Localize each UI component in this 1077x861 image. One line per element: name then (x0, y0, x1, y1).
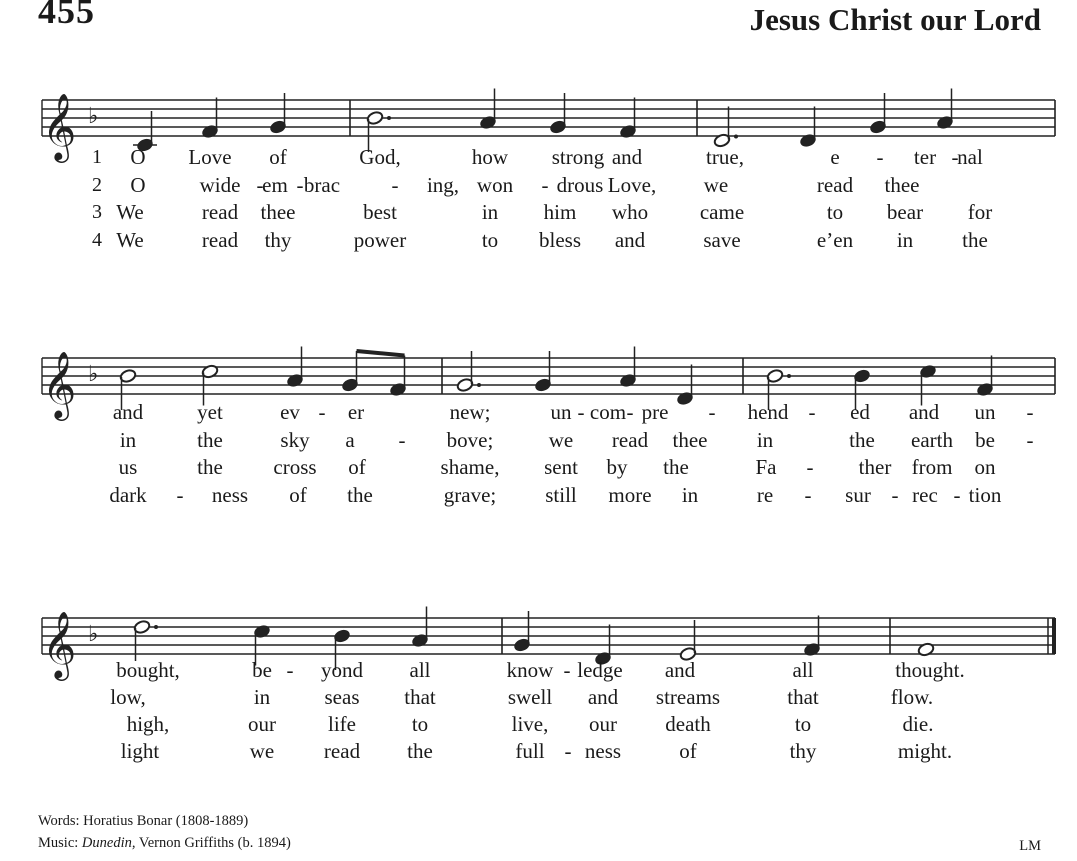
lyric-syllable: swell (507, 685, 553, 709)
music-credit (38, 832, 291, 854)
lyric-syllable: the (663, 455, 689, 479)
lyric-syllable: by (606, 455, 628, 479)
lyric-line-verse-1 (0, 144, 1077, 170)
lyric-syllable: er (347, 400, 365, 424)
note (679, 620, 697, 662)
lyric-syllable: em (262, 173, 288, 197)
lyric-syllable: grave; (443, 483, 497, 507)
lyric-line-verse-2 (0, 427, 1077, 453)
eighth-beam (357, 351, 405, 356)
lyric-syllable: of (679, 739, 697, 763)
lyric-syllable: yond (321, 658, 363, 682)
lyric-syllable: re (756, 483, 774, 507)
note-dot (734, 135, 738, 139)
lyric-syllable: streams (655, 685, 721, 709)
note (341, 351, 359, 393)
lyric-syllable: die. (902, 712, 934, 736)
lyric-syllable: us (118, 455, 138, 479)
lyric-syllable: hend (747, 400, 789, 424)
lyric-syllable: Fa (755, 455, 777, 479)
lyric-syllable: in (253, 685, 271, 709)
lyric-syllable: e (830, 145, 840, 169)
lyric-syllable: read (201, 200, 239, 224)
lyric-syllable: best (363, 200, 397, 224)
hyphen: - (296, 173, 304, 197)
lyric-syllable: full (515, 739, 545, 763)
lyric-line-verse-3 (0, 454, 1077, 480)
notehead (917, 642, 935, 657)
lyric-syllable: who (611, 200, 649, 224)
words-label: Words: (38, 813, 80, 829)
lyric-syllable: that (787, 685, 819, 709)
lyric-line-verse-4 (0, 482, 1077, 508)
lyric-syllable: of (289, 483, 307, 507)
lyric-syllable: in (756, 428, 774, 452)
lyric-syllable: our (589, 712, 617, 736)
lyric-syllable: ing, (426, 173, 460, 197)
lyric-syllable: sur (845, 483, 871, 507)
lyric-line-verse-3 (0, 199, 1077, 225)
note (917, 642, 935, 657)
hyphen: - (541, 173, 549, 197)
lyric-syllable: bless (539, 228, 581, 252)
lyric-syllable: to (481, 228, 499, 252)
note (549, 93, 567, 135)
lyric-syllable: thee (672, 428, 708, 452)
hyphen: - (256, 173, 264, 197)
lyric-line-verse-4 (0, 227, 1077, 253)
music-composer: Vernon Griffiths (b. 1894) (138, 835, 291, 851)
treble-clef-icon: 𝄞 (42, 92, 77, 160)
lyric-syllable: bove; (446, 428, 494, 452)
lyric-syllable: read (323, 739, 361, 763)
lyric-syllable: death (665, 712, 711, 736)
lyric-syllable: live, (511, 712, 549, 736)
hyphen: - (626, 400, 634, 424)
lyric-syllable: on (974, 455, 996, 479)
lyric-syllable: read (201, 228, 239, 252)
hyphen: - (176, 483, 184, 507)
lyric-syllable: how (471, 145, 509, 169)
music-label: Music: (38, 835, 79, 851)
lyric-syllable: new; (449, 400, 491, 424)
lyric-syllable: came (699, 200, 745, 224)
lyric-syllable: in (119, 428, 137, 452)
lyric-syllable: and (614, 228, 646, 252)
lyric-syllable: read (816, 173, 854, 197)
lyric-syllable: ness (584, 739, 622, 763)
lyric-syllable: in (481, 200, 499, 224)
lyric-syllable: un (974, 400, 996, 424)
lyric-line-verse-4 (0, 738, 1077, 764)
lyric-syllable: true, (706, 145, 744, 169)
note-dot (387, 116, 391, 120)
treble-clef-icon: 𝄞 (42, 610, 77, 678)
note (534, 351, 552, 393)
lyric-syllable: know (506, 658, 554, 682)
lyric-syllable: more (608, 483, 652, 507)
hyphen: - (806, 455, 814, 479)
note (269, 93, 287, 135)
lyric-syllable: him (543, 200, 577, 224)
lyric-syllable: flow. (890, 685, 934, 709)
verse-number: 1 (92, 146, 102, 168)
lyric-syllable: wide (199, 173, 241, 197)
hymn-title: Jesus Christ our Lord (749, 2, 1041, 37)
lyric-syllable: and (611, 145, 643, 169)
tune-name: Dunedin, (81, 835, 136, 851)
lyric-syllable: e’en (816, 228, 854, 252)
lyric-syllable: thee (884, 173, 920, 197)
lyric-syllable: of (348, 455, 366, 479)
lyric-syllable: thy (264, 228, 292, 252)
hyphen: - (951, 145, 959, 169)
lyric-syllable: we (703, 173, 729, 197)
hyphen: - (398, 428, 406, 452)
lyric-syllable: all (792, 658, 814, 682)
lyric-syllable: save (703, 228, 741, 252)
lyric-syllable: We (116, 200, 144, 224)
verse-number: 4 (92, 229, 102, 251)
flat-key-signature-icon: ♭ (88, 362, 99, 387)
lyric-syllable: power (353, 228, 407, 252)
lyric-syllable: ther (858, 455, 892, 479)
lyric-syllable: drous (556, 173, 604, 197)
note (869, 93, 887, 135)
lyric-syllable: cross (273, 455, 317, 479)
verse-number: 2 (92, 174, 102, 196)
lyric-syllable: ter (913, 145, 937, 169)
lyric-syllable: yet (197, 400, 223, 424)
lyric-syllable: sent (544, 455, 578, 479)
lyric-syllable: the (407, 739, 433, 763)
lyric-syllable: to (794, 712, 812, 736)
lyric-syllable: Love (188, 145, 232, 169)
lyric-line-verse-2 (0, 172, 1077, 198)
lyric-syllable: still (545, 483, 577, 507)
note (133, 619, 158, 661)
note-dot (477, 383, 481, 387)
lyric-syllable: brac (303, 173, 341, 197)
lyric-syllable: God, (359, 145, 401, 169)
lyric-syllable: nal (957, 145, 983, 169)
lyric-syllable: and (664, 658, 696, 682)
meter-label: LM (1019, 838, 1041, 854)
lyric-syllable: seas (324, 685, 360, 709)
lyric-syllable: light (120, 739, 160, 763)
lyric-syllable: that (404, 685, 436, 709)
lyric-syllable: pre (641, 400, 669, 424)
lyric-syllable: ed (850, 400, 870, 424)
lyric-syllable: all (409, 658, 431, 682)
hyphen: - (1026, 428, 1034, 452)
note (513, 611, 531, 653)
lyric-syllable: won (476, 173, 514, 197)
lyric-syllable: to (411, 712, 429, 736)
hyphen: - (577, 400, 585, 424)
verse-number: 3 (92, 201, 102, 223)
hyphen: - (1026, 400, 1034, 424)
lyric-syllable: in (681, 483, 699, 507)
flat-key-signature-icon: ♭ (88, 622, 99, 647)
hyphen: - (876, 145, 884, 169)
lyric-syllable: un (550, 400, 572, 424)
lyric-syllable: ev (280, 400, 300, 424)
lyric-syllable: from (911, 455, 953, 479)
lyric-syllable: thy (789, 739, 817, 763)
lyric-syllable: the (849, 428, 875, 452)
lyric-syllable: Love, (607, 173, 657, 197)
lyric-syllable: ness (211, 483, 249, 507)
lyric-syllable: our (248, 712, 276, 736)
treble-clef-icon: 𝄞 (42, 350, 77, 418)
lyric-line-verse-1 (0, 399, 1077, 425)
hyphen: - (286, 658, 294, 682)
lyric-syllable: dark (109, 483, 147, 507)
lyric-syllable: tion (968, 483, 1002, 507)
lyric-syllable: read (611, 428, 649, 452)
lyric-line-verse-1 (0, 657, 1077, 683)
lyric-syllable: for (967, 200, 993, 224)
lyric-line-verse-3 (0, 711, 1077, 737)
lyric-syllable: we (249, 739, 275, 763)
lyric-syllable: ledge (577, 658, 623, 682)
credits (38, 810, 291, 854)
note (456, 351, 481, 393)
hyphen: - (318, 400, 326, 424)
lyric-syllable: strong (551, 145, 605, 169)
lyric-syllable: and (112, 400, 144, 424)
lyric-syllable: O (130, 145, 146, 169)
lyric-syllable: might. (897, 739, 953, 763)
words-credit (38, 810, 291, 832)
lyric-syllable: bought, (116, 658, 180, 682)
lyric-syllable: the (962, 228, 988, 252)
lyric-syllable: low, (110, 685, 146, 709)
lyric-syllable: the (197, 455, 223, 479)
lyric-syllable: the (347, 483, 373, 507)
lyric-syllable: a (345, 428, 355, 452)
lyric-syllable: O (130, 173, 146, 197)
hyphen: - (563, 658, 571, 682)
lyric-syllable: be (975, 428, 995, 452)
hyphen: - (808, 400, 816, 424)
lyric-syllable: high, (126, 712, 170, 736)
lyric-syllable: thought. (895, 658, 965, 682)
lyric-syllable: in (896, 228, 914, 252)
lyric-syllable: rec (912, 483, 938, 507)
lyric-syllable: we (548, 428, 574, 452)
words-author: Horatius Bonar (1808-1889) (83, 813, 249, 829)
hyphen: - (953, 483, 961, 507)
lyric-syllable: bear (886, 200, 924, 224)
note-dot (154, 625, 158, 629)
note-dot (787, 374, 791, 378)
hyphen: - (804, 483, 812, 507)
lyric-syllable: and (908, 400, 940, 424)
lyric-syllable: to (826, 200, 844, 224)
lyric-syllable: com (589, 400, 627, 424)
lyric-syllable: of (269, 145, 287, 169)
lyric-syllable: sky (280, 428, 310, 452)
lyric-syllable: life (328, 712, 356, 736)
lyric-syllable: the (197, 428, 223, 452)
hyphen: - (891, 483, 899, 507)
hyphen: - (708, 400, 716, 424)
lyric-line-verse-2 (0, 684, 1077, 710)
lyric-syllable: thee (260, 200, 296, 224)
hymn-number: 455 (38, 0, 95, 31)
lyric-syllable: We (116, 228, 144, 252)
lyric-syllable: earth (911, 428, 953, 452)
hyphen: - (391, 173, 399, 197)
flat-key-signature-icon: ♭ (88, 104, 99, 129)
hyphen: - (564, 739, 572, 763)
lyric-syllable: and (587, 685, 619, 709)
lyric-syllable: be (252, 658, 272, 682)
lyric-syllable: shame, (440, 455, 500, 479)
